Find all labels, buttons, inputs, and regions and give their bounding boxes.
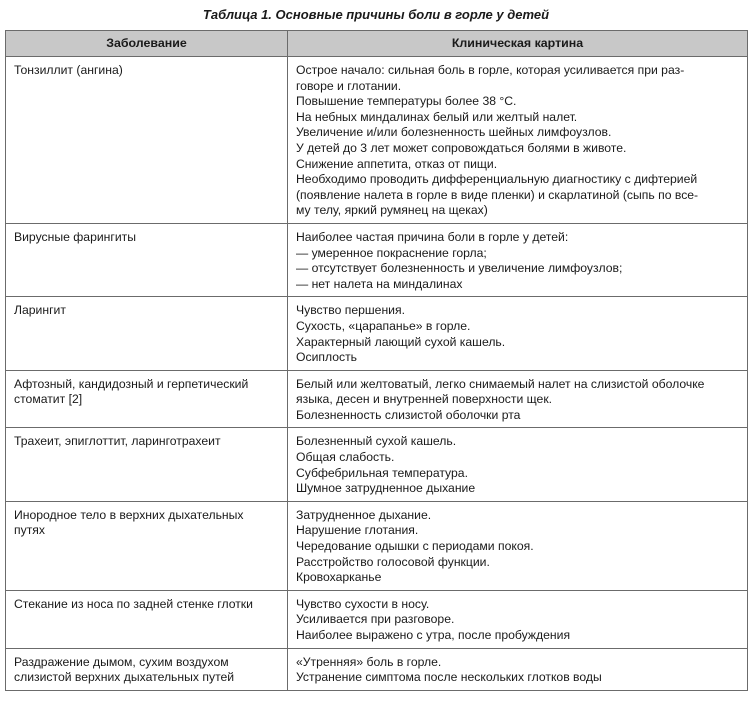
table-row — [6, 370, 748, 428]
clinical-text-line: — нет налета на миндалинах — [296, 276, 463, 291]
causes-table — [5, 30, 748, 691]
disease-text-line: Инородное тело в верхних дыхательных — [14, 507, 244, 522]
clinical-text-line: Чередование одышки с периодами покоя. — [296, 539, 534, 554]
disease-cell — [6, 501, 288, 590]
table-row — [6, 57, 748, 224]
clinical-text-line: Сухость, «царапанье» в горле. — [296, 318, 471, 333]
clinical-text-line: Острое начало: сильная боль в горле, которая усиливается при раз- — [296, 63, 685, 77]
clinical-text-line: Наиболее частая причина боли в горле у детей: — [296, 229, 569, 244]
clinical-text-line: Устранение симптома после нескольких глотков воды — [296, 670, 602, 685]
clinical-text-line: Субфебрильная температура. — [296, 465, 468, 480]
clinical-text-line: Общая слабость. — [296, 450, 395, 465]
clinical-text-line: Чувство сухости в носу. — [296, 596, 430, 611]
disease-text-line: Ларингит — [14, 303, 66, 318]
clinical-text-line: — умеренное покраснение горла; — [296, 245, 487, 260]
clinical-text-line: — отсутствует болезненность и увеличение лимфоузлов; — [296, 261, 623, 276]
disease-cell — [6, 223, 288, 296]
clinical-text-line: «Утренняя» боль в горле. — [296, 654, 442, 669]
disease-text-line: Вирусные фарингиты — [14, 229, 136, 244]
clinical-text-line: Кровохарканье — [296, 570, 382, 585]
clinical-text-line: Шумное затрудненное дыхание — [296, 481, 476, 496]
table-header-row — [6, 31, 748, 57]
disease-text-line: Трахеит, эпиглоттит, ларинготрахеит — [14, 434, 221, 449]
clinical-text-line: Снижение аппетита, отказ от пищи. — [296, 156, 498, 171]
clinical-picture-cell — [288, 57, 748, 224]
clinical-text-line: У детей до 3 лет может сопровождаться болями в животе. — [296, 140, 627, 155]
clinical-text-line: Чувство першения. — [296, 303, 405, 318]
disease-text-line: путях — [14, 523, 45, 538]
clinical-text-line: Затрудненное дыхание. — [296, 507, 432, 522]
disease-text-line: Тонзиллит (ангина) — [14, 63, 123, 77]
disease-cell — [6, 590, 288, 648]
table-row — [6, 223, 748, 296]
clinical-text-line: Увеличение и/или болезненность шейных лимфоузлов. — [296, 125, 612, 140]
table-row — [6, 648, 748, 690]
clinical-text-line: Болезненность слизистой оболочки рта — [296, 407, 521, 422]
header-disease: Заболевание — [6, 31, 288, 57]
clinical-picture-cell — [288, 297, 748, 370]
clinical-picture-cell — [288, 501, 748, 590]
clinical-text-line: Белый или желтоватый, легко снимаемый налет на слизистой оболочке — [296, 376, 705, 391]
clinical-text-line: языка, десен и внутренней поверхности щек. — [296, 392, 553, 407]
clinical-picture-cell — [288, 223, 748, 296]
disease-cell — [6, 428, 288, 501]
clinical-text-line: Осиплость — [296, 350, 358, 365]
disease-text-line: Раздражение дымом, сухим воздухом — [14, 654, 229, 669]
header-clinic: Клиническая картина — [288, 31, 748, 57]
disease-cell — [6, 57, 288, 224]
clinical-text-line: Расстройство голосовой функции. — [296, 554, 490, 569]
clinical-text-line: Повышение температуры более 38 °С. — [296, 94, 517, 109]
table-row — [6, 590, 748, 648]
clinical-picture-cell — [288, 370, 748, 428]
disease-cell — [6, 648, 288, 690]
clinical-text-line: Нарушение глотания. — [296, 523, 419, 538]
disease-text-line: стоматит [2] — [14, 392, 83, 407]
clinical-text-line: му телу, яркий румянец на щеках) — [296, 203, 488, 218]
table-row — [6, 428, 748, 501]
table-caption: Таблица 1. Основные причины боли в горле у детей — [202, 7, 550, 22]
clinical-text-line: (появление налета в горле в виде пленки) и скарлатиной (сыпь по все- — [296, 187, 699, 202]
clinical-text-line: Наиболее выражено с утра, после пробуждения — [296, 628, 571, 642]
disease-text-line: слизистой верхних дыхательных путей — [14, 670, 235, 685]
disease-cell — [6, 370, 288, 428]
table-row — [6, 297, 748, 370]
clinical-picture-cell — [288, 648, 748, 690]
clinical-text-line: Необходимо проводить дифференциальную диагностику с дифтерией — [296, 172, 698, 187]
clinical-text-line: На небных миндалинах белый или желтый налет. — [296, 109, 578, 124]
clinical-text-line: Усиливается при разговоре. — [296, 612, 455, 627]
clinical-picture-cell — [288, 590, 748, 648]
disease-cell — [6, 297, 288, 370]
clinical-text-line: говоре и глотании. — [296, 78, 402, 93]
table-body — [6, 57, 748, 691]
disease-text-line: Афтозный, кандидозный и герпетический — [14, 376, 249, 391]
table-row — [6, 501, 748, 590]
clinical-text-line: Болезненный сухой кашель. — [296, 434, 457, 449]
clinical-text-line: Характерный лающий сухой кашель. — [296, 334, 506, 349]
disease-text-line: Стекание из носа по задней стенке глотки — [14, 596, 253, 611]
clinical-picture-cell — [288, 428, 748, 501]
